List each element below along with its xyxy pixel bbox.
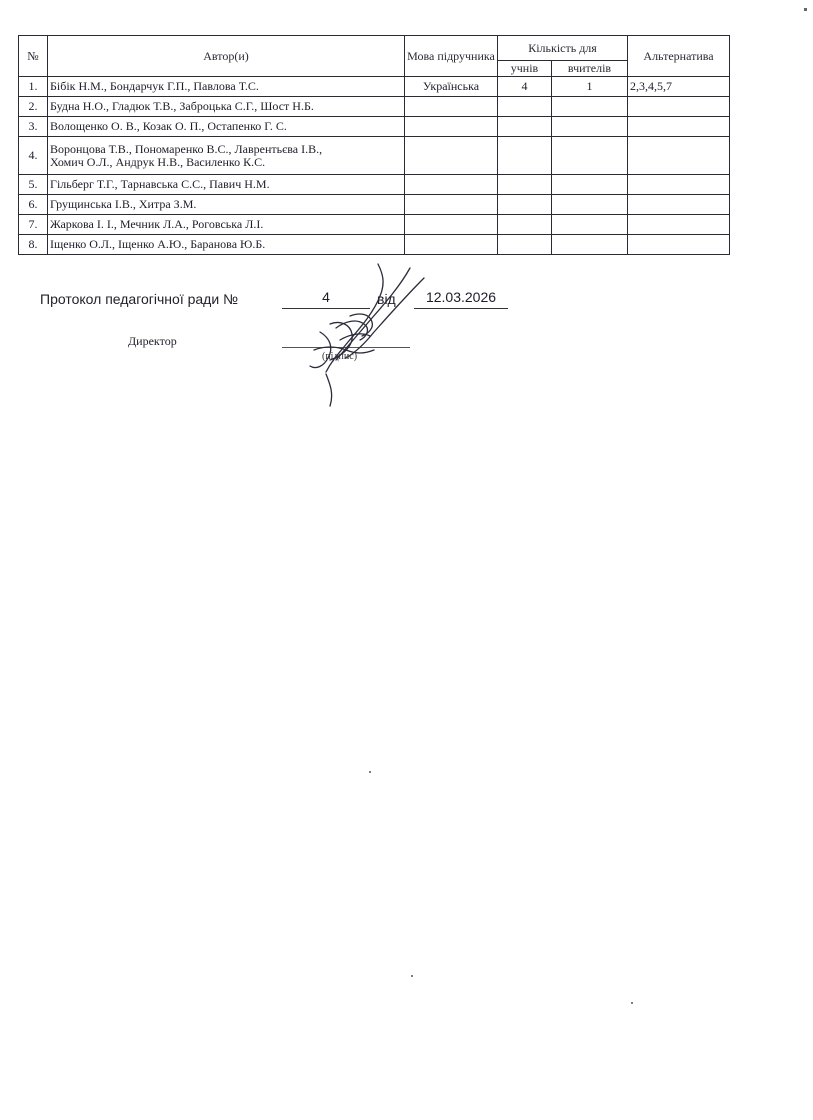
row-authors: Бібік Н.М., Бондарчук Г.П., Павлова Т.С. (48, 77, 405, 97)
protocol-label: Протокол педагогічної ради № (40, 291, 239, 307)
row-alternative (628, 215, 730, 235)
row-students (498, 175, 552, 195)
scan-speck (804, 8, 807, 11)
table-row (19, 137, 730, 175)
row-language (405, 235, 498, 255)
row-alternative (628, 175, 730, 195)
scan-speck (631, 1002, 633, 1004)
row-language (405, 117, 498, 137)
row-alternative (628, 137, 730, 175)
table-row (19, 215, 730, 235)
row-language (405, 215, 498, 235)
row-teachers (552, 117, 628, 137)
header-count-for: Кількість для (498, 36, 628, 61)
header-language: Мова підручника (405, 36, 498, 77)
protocol-number: 4 (282, 289, 370, 309)
row-teachers (552, 235, 628, 255)
row-authors: Воронцова Т.В., Пономаренко В.С., Лаврентьєва І.В., Хомич О.Л., Андрук Н.В., Василенко К.С. (48, 137, 405, 175)
director-label: Директор (128, 334, 177, 348)
signature-caption: (підпис) (322, 351, 358, 362)
table-row (19, 195, 730, 215)
row-language (405, 97, 498, 117)
row-teachers (552, 215, 628, 235)
row-number: 2. (19, 97, 48, 117)
row-number: 4. (19, 137, 48, 175)
header-teachers: вчителів (552, 61, 628, 77)
row-teachers (552, 97, 628, 117)
row-students (498, 117, 552, 137)
header-alternative: Альтернатива (628, 36, 730, 77)
row-language (405, 175, 498, 195)
row-alternative (628, 235, 730, 255)
row-teachers: 1 (552, 77, 628, 97)
scan-speck (369, 771, 371, 773)
table-row (19, 77, 730, 97)
row-language (405, 195, 498, 215)
row-teachers (552, 137, 628, 175)
row-alternative (628, 117, 730, 137)
row-teachers (552, 175, 628, 195)
row-language: Українська (405, 77, 498, 97)
row-authors: Іщенко О.Л., Іщенко А.Ю., Баранова Ю.Б. (48, 235, 405, 255)
row-teachers (552, 195, 628, 215)
textbook-selection-table (18, 35, 730, 255)
row-authors: Волощенко О. В., Козак О. П., Остапенко Г. С. (48, 117, 405, 137)
row-number: 6. (19, 195, 48, 215)
row-number: 3. (19, 117, 48, 137)
row-alternative: 2,3,4,5,7 (628, 77, 730, 97)
row-students (498, 195, 552, 215)
header-number: № (19, 36, 48, 77)
row-alternative (628, 195, 730, 215)
protocol-from-label: від (377, 291, 396, 307)
row-authors: Будна Н.О., Гладюк Т.В., Заброцька С.Г., Шост Н.Б. (48, 97, 405, 117)
row-number: 7. (19, 215, 48, 235)
row-number: 1. (19, 77, 48, 97)
row-students (498, 137, 552, 175)
row-number: 5. (19, 175, 48, 195)
protocol-date: 12.03.2026 (414, 289, 508, 309)
row-students (498, 97, 552, 117)
row-language (405, 137, 498, 175)
table-row (19, 175, 730, 195)
scan-speck (411, 975, 413, 977)
table-row (19, 97, 730, 117)
header-authors: Автор(и) (48, 36, 405, 77)
handwritten-signature (290, 262, 440, 412)
row-alternative (628, 97, 730, 117)
row-students: 4 (498, 77, 552, 97)
table-row (19, 235, 730, 255)
row-students (498, 235, 552, 255)
table-row (19, 117, 730, 137)
row-authors: Гільберг Т.Г., Тарнавська С.С., Павич Н.М. (48, 175, 405, 195)
row-number: 8. (19, 235, 48, 255)
row-authors: Жаркова І. І., Мечник Л.А., Роговська Л.І. (48, 215, 405, 235)
header-students: учнів (498, 61, 552, 77)
row-students (498, 215, 552, 235)
row-authors: Грущинська І.В., Хитра З.М. (48, 195, 405, 215)
